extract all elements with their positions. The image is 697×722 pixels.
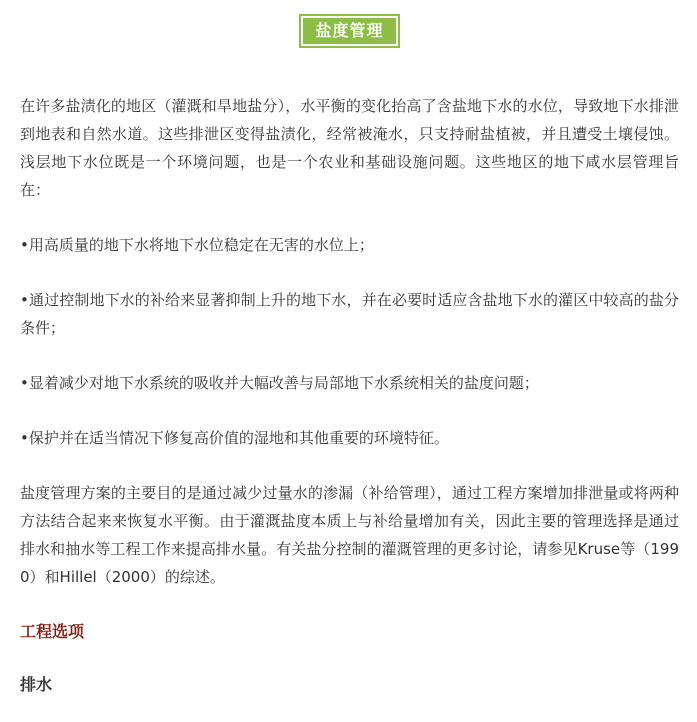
bullet-item: •用高质量的地下水将地下水位稳定在无害的水位上； (20, 236, 374, 254)
title-area (20, 0, 679, 52)
sub-title-drainage: 排水 (20, 675, 53, 694)
bullet-item: •保护并在适当情况下修复高价值的湿地和其他重要的环境特征。 (20, 429, 449, 447)
summary-paragraph: 盐度管理方案的主要目的是通过减少过量水的渗漏（补给管理），通过工程方案增加排泄量或将两种方法结合起来来恢复水平衡。由于灌溉盐度本质上与补给量增加有关，因此主要的管理选择是通过排水和抽水等工程工作来提高排水量。有关盐分控制的灌溉管理的更多讨论，请参见Kruse等（1990）和Hillel（2000）的综述。 (20, 484, 679, 586)
intro-paragraph: 在许多盐渍化的地区（灌溉和旱地盐分），水平衡的变化抬高了含盐地下水的水位，导致地下水排泄到地表和自然水道。这些排泄区变得盐渍化，经常被淹水，只支持耐盐植被，并且遭受土壤侵蚀。浅层地下水位既是一个环境问题，也是一个农业和基础设施问题。这些地区的地下咸水层管理旨在： (20, 97, 679, 199)
bullet-item: •通过控制地下水的补给来显著抑制上升的地下水，并在必要时适应含盐地下水的灌区中较高的盐分条件； (20, 291, 679, 337)
page-title: 盐度管理 (299, 14, 399, 48)
bullet-item: •显着减少对地下水系统的吸收并大幅改善与局部地下水系统相关的盐度问题； (20, 374, 539, 392)
section-title-engineering: 工程选项 (20, 622, 85, 641)
